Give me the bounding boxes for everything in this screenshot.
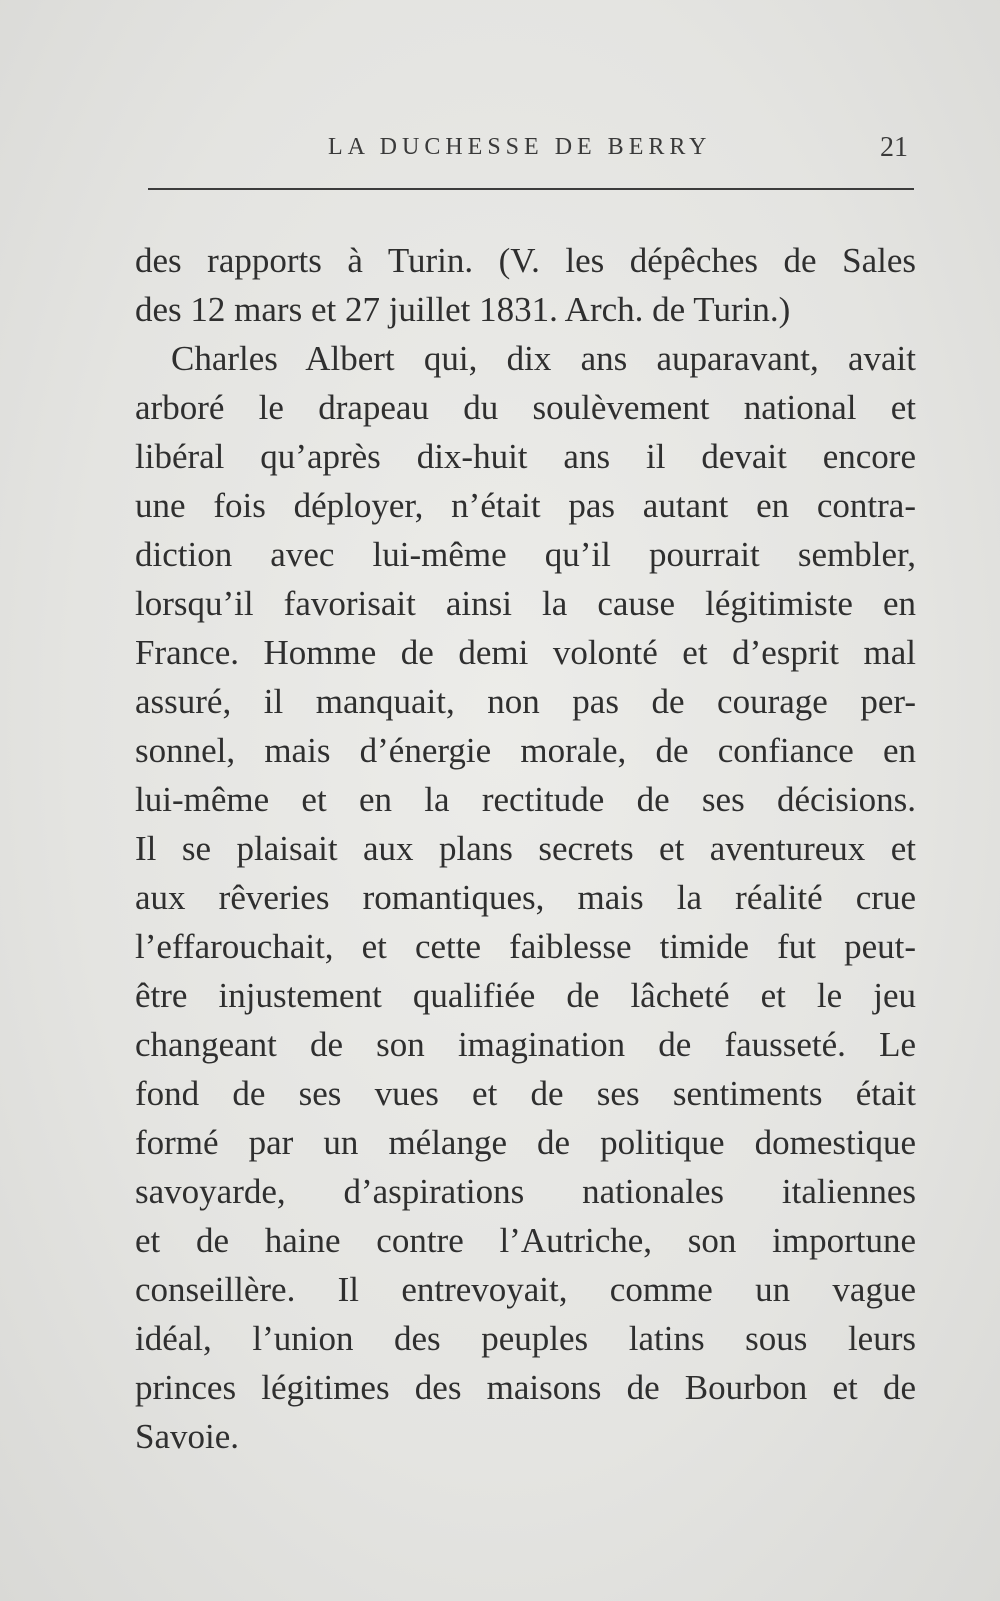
- text-line: Charles Albert qui, dix ans auparavant, avait: [171, 339, 916, 378]
- text-line: savoyarde, d’aspirations nationales italiennes: [135, 1172, 916, 1211]
- header-rule: [148, 188, 914, 190]
- text-line: formé par un mélange de politique domestique: [135, 1123, 916, 1162]
- text-line: assuré, il manquait, non pas de courage per-: [135, 682, 916, 721]
- text-line: fond de ses vues et de ses sentiments était: [135, 1074, 916, 1113]
- text-line: Il se plaisait aux plans secrets et aventureux et: [135, 829, 916, 868]
- text-line: aux rêveries romantiques, mais la réalité crue: [135, 878, 916, 917]
- text-line: sonnel, mais d’énergie morale, de confiance en: [135, 731, 916, 770]
- text-line: France. Homme de demi volonté et d’esprit mal: [135, 633, 916, 672]
- text-line: l’effarouchait, et cette faiblesse timide fut peut-: [135, 927, 916, 966]
- text-line: diction avec lui-même qu’il pourrait sembler,: [135, 535, 916, 574]
- text-line: changeant de son imagination de fausseté. Le: [135, 1025, 916, 1064]
- text-line: conseillère. Il entrevoyait, comme un vague: [135, 1270, 916, 1309]
- text-line: et de haine contre l’Autriche, son importune: [135, 1221, 916, 1260]
- text-line: idéal, l’union des peuples latins sous leurs: [135, 1319, 916, 1358]
- text-line: des rapports à Turin. (V. les dépêches de Sales: [135, 241, 916, 280]
- text-line: arboré le drapeau du soulèvement national et: [135, 388, 916, 427]
- text-line: être injustement qualifiée de lâcheté et le jeu: [135, 976, 916, 1015]
- text-line: princes légitimes des maisons de Bourbon et de: [135, 1368, 916, 1407]
- page-header: [148, 134, 908, 174]
- text-line: libéral qu’après dix-huit ans il devait encore: [135, 437, 916, 476]
- text-line: une fois déployer, n’était pas autant en contra-: [135, 486, 916, 525]
- text-line: lorsqu’il favorisait ainsi la cause légitimiste en: [135, 584, 916, 623]
- text-line: des 12 mars et 27 juillet 1831. Arch. de Turin.): [135, 290, 791, 329]
- running-title: LA DUCHESSE DE BERRY: [328, 134, 712, 160]
- body-text: [135, 236, 916, 1461]
- text-line: lui-même et en la rectitude de ses décisions.: [135, 780, 916, 819]
- text-line: Savoie.: [135, 1417, 240, 1456]
- page-number: 21: [880, 132, 908, 163]
